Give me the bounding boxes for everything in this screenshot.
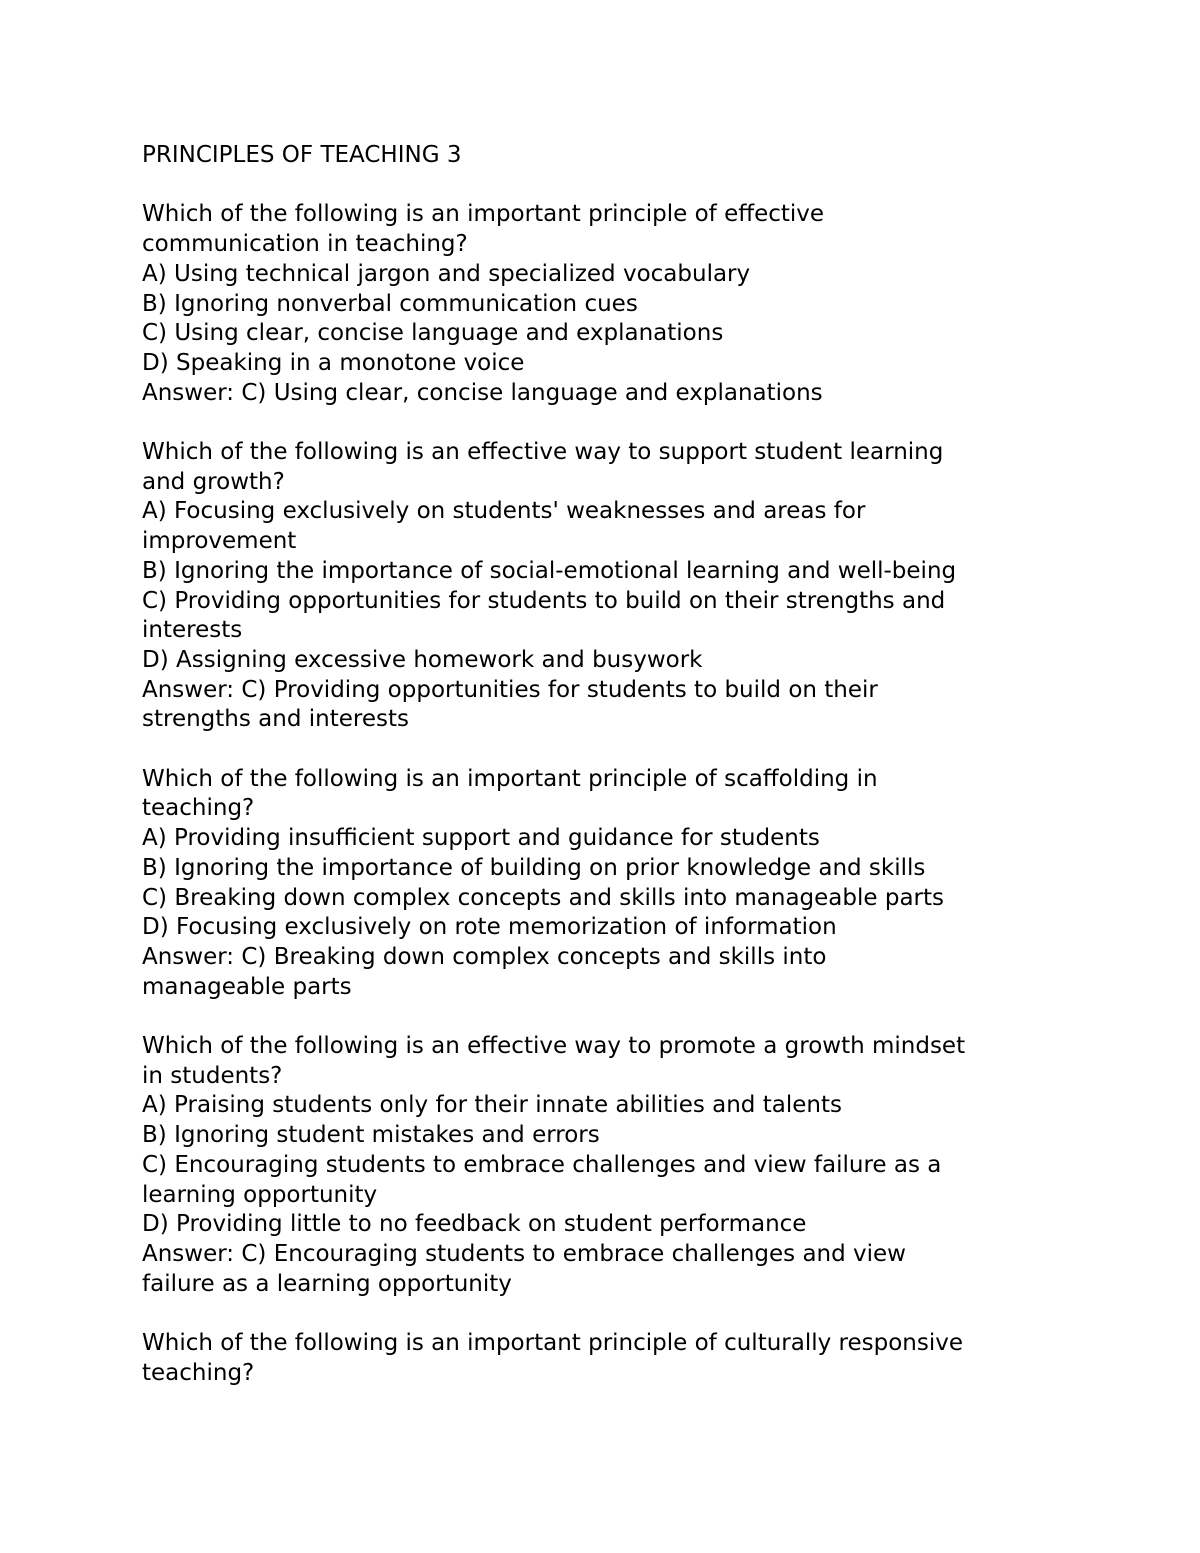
- paragraph-gap: [142, 735, 1082, 765]
- question-text: and growth?: [142, 468, 285, 495]
- option-b: B) Ignoring the importance of social-emotional learning and well-being: [142, 557, 957, 584]
- answer-text: Answer: C) Providing opportunities for students to build on their: [142, 676, 878, 703]
- option-c: interests: [142, 617, 243, 644]
- option-a: A) Providing insufficient support and guidance for students: [142, 825, 820, 852]
- answer-text: manageable parts: [142, 973, 352, 1000]
- option-b: B) Ignoring nonverbal communication cues: [142, 290, 638, 317]
- answer-text: Answer: C) Encouraging students to embrace challenges and view: [142, 1240, 906, 1267]
- question-text: Which of the following is an important principle of effective: [142, 201, 825, 228]
- option-b: B) Ignoring the importance of building on prior knowledge and skills: [142, 854, 926, 881]
- option-c: C) Breaking down complex concepts and skills into manageable parts: [142, 884, 945, 911]
- option-a: A) Praising students only for their innate abilities and talents: [142, 1092, 842, 1119]
- answer-text: failure as a learning opportunity: [142, 1270, 512, 1297]
- question-block: [142, 1329, 1082, 1388]
- option-d: D) Speaking in a monotone voice: [142, 349, 525, 376]
- question-text: Which of the following is an important principle of scaffolding in: [142, 765, 878, 792]
- option-d: D) Focusing exclusively on rote memorization of information: [142, 914, 837, 941]
- paragraph-gap: [142, 1002, 1082, 1032]
- option-b: B) Ignoring student mistakes and errors: [142, 1122, 600, 1149]
- option-c: C) Using clear, concise language and explanations: [142, 320, 724, 347]
- option-c: C) Providing opportunities for students to build on their strengths and: [142, 587, 946, 614]
- question-text: in students?: [142, 1062, 283, 1089]
- question-block: [142, 765, 1082, 1003]
- answer-text: Answer: C) Using clear, concise language and explanations: [142, 379, 823, 406]
- option-c: C) Encouraging students to embrace challenges and view failure as a: [142, 1151, 942, 1178]
- question-block: [142, 200, 1082, 408]
- answer-text: Answer: C) Breaking down complex concepts and skills into: [142, 943, 827, 970]
- paragraph-gap: [142, 408, 1082, 438]
- question-text: Which of the following is an effective way to support student learning: [142, 439, 944, 465]
- option-d: D) Providing little to no feedback on student performance: [142, 1211, 807, 1238]
- question-text: Which of the following is an important principle of culturally responsive: [142, 1330, 964, 1357]
- document-title: PRINCIPLES OF TEACHING 3: [142, 142, 462, 168]
- option-a: improvement: [142, 528, 297, 555]
- question-text: teaching?: [142, 795, 255, 822]
- document-page: [142, 141, 1082, 1388]
- option-a: A) Focusing exclusively on students' weaknesses and areas for: [142, 498, 866, 525]
- answer-text: strengths and interests: [142, 706, 409, 733]
- paragraph-gap: [142, 1299, 1082, 1329]
- paragraph-gap: [142, 171, 1082, 201]
- question-text: Which of the following is an effective way to promote a growth mindset: [142, 1033, 966, 1060]
- option-c: learning opportunity: [142, 1181, 378, 1208]
- question-block: [142, 438, 1082, 735]
- option-d: D) Assigning excessive homework and busywork: [142, 646, 703, 673]
- question-block: [142, 1032, 1082, 1299]
- option-a: A) Using technical jargon and specialized vocabulary: [142, 260, 751, 287]
- question-text: communication in teaching?: [142, 231, 468, 258]
- question-text: teaching?: [142, 1359, 255, 1386]
